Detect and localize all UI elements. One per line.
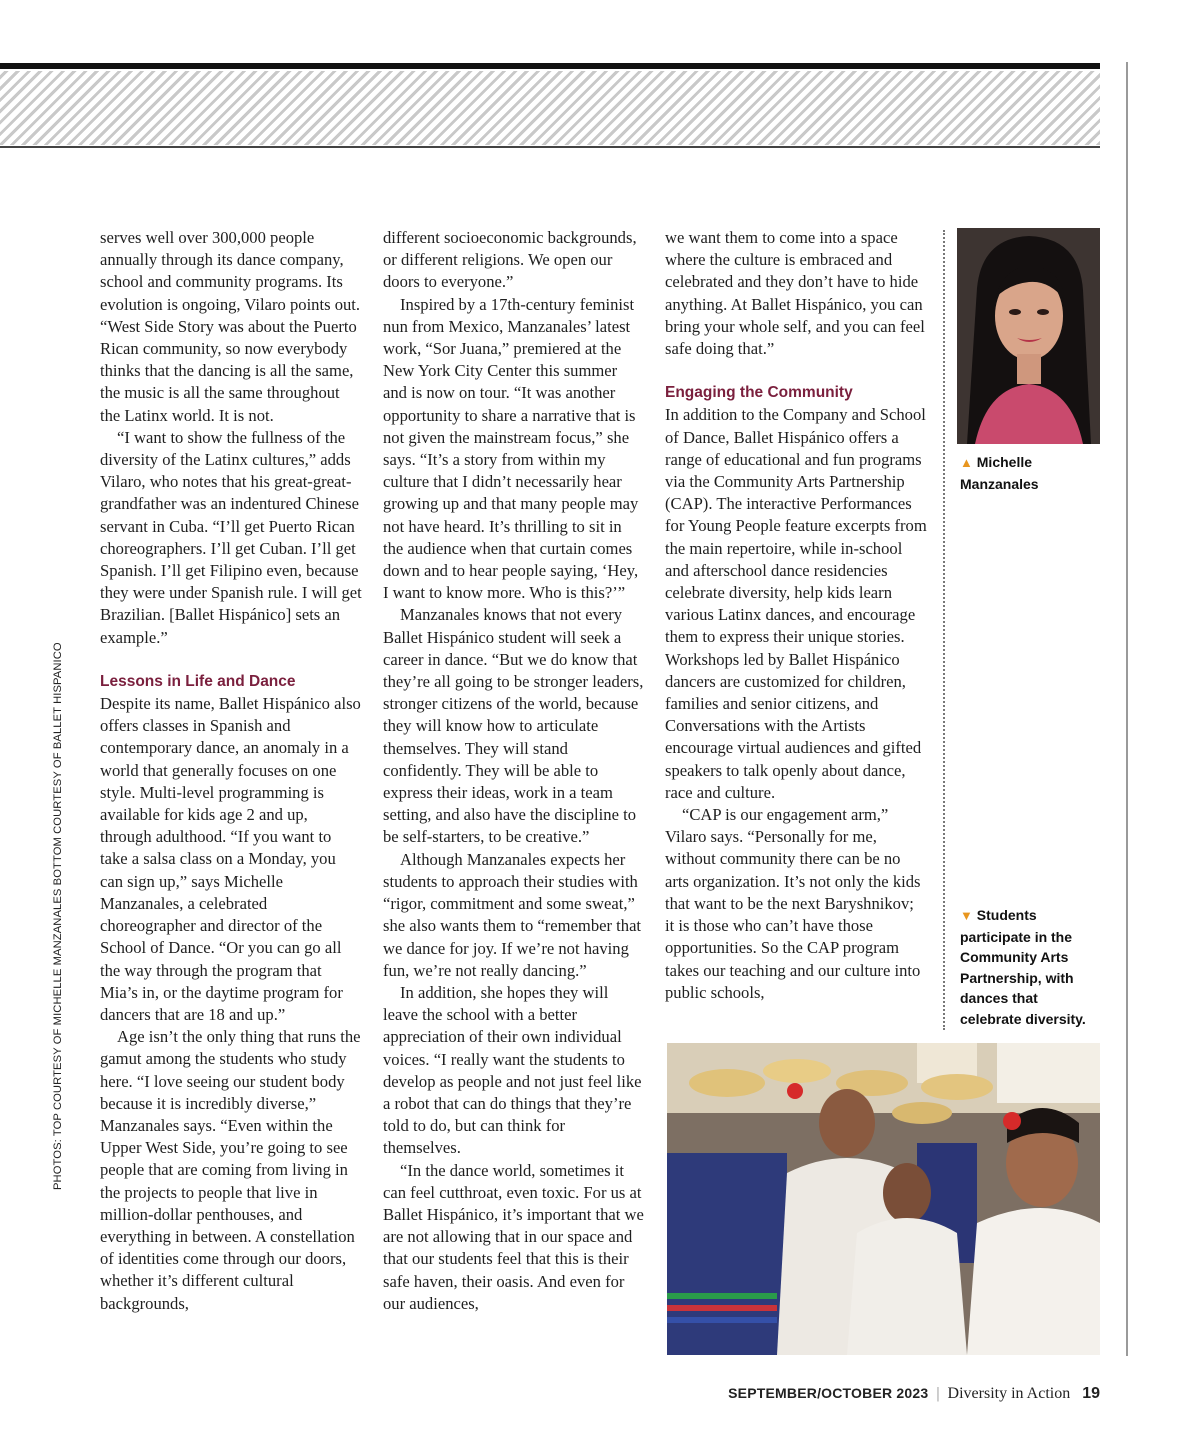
paragraph: “CAP is our engagement arm,” Vilaro says. “Personally for me, without community there can be no arts organization. It’s not only the kids that want to be the next Baryshnikov; it is those who can’t have those opportunities. So the CAP program takes our teaching and our culture into public schools, [665, 805, 921, 1002]
publication-name: Diversity in Action [947, 1385, 1071, 1402]
page-number: 19 [1082, 1385, 1100, 1402]
section-heading: Lessons in Life and Dance [100, 672, 296, 690]
caption-text: Students participate in the Community Arts Partnership, with dances that celebrate diversity. [960, 907, 1086, 1027]
triangle-down-icon: ▼ [960, 908, 973, 923]
paragraph: In addition, she hopes they will leave the school with a better appreciation of their own individual voices. “I really want the students to develop as people and not just feel like a robot that can do things that they’re told to do, but can think for themselves. [383, 982, 642, 1158]
paragraph: Inspired by a 17th-century feminist nun from Mexico, Manzanales’ latest work, “Sor Juana,” premiered at the New York City Center this summer and is now on tour. “It was another opportunity to share a narrative that is not given the mainstream focus,” she says. “It’s a story from within my culture that I didn’t necessarily hear growing up and that many people may not have heard. It’s thrilling to sit in the audience when that curtain comes down and to hear people saying, ‘Hey, I want to know more. Who is this?’” [383, 294, 639, 603]
right-margin-rule [1126, 62, 1128, 1356]
portrait-illustration [957, 228, 1100, 444]
students-illustration [667, 1043, 1100, 1355]
group-photo-caption [960, 905, 1100, 1029]
paragraph: Manzanales knows that not every Ballet Hispánico student will seek a career in dance. “But we do know that they’re all going to be stronger leaders, stronger citizens of the world, because they will know how to articulate themselves. They will stand confidently. They will be able to express their ideas, work in a team setting, and also have the discipline to be self-starters, to be creative.” [383, 605, 644, 847]
header-bottom-rule [0, 146, 1100, 148]
photo-credit: PHOTOS: TOP COURTESY OF MICHELLE MANZANALES BOTTOM COURTESY OF BALLET HISPANICO [52, 642, 64, 1190]
column-dotted-divider [943, 230, 945, 1030]
paragraph: In addition to the Company and School of Dance, Ballet Hispánico offers a range of educational and fun programs via the Community Arts Partnership (CAP). The interactive Performances for Young People feature excerpts from the main repertoire, while in-school and afterschool dance residencies celebrate diversity, help kids learn various Latinx dances, and encourage them to express their unique stories. Workshops led by Ballet Hispánico dancers are customized for children, families and senior citizens, and Conversations with the Artists encourage virtual audiences and gifted speakers to talk openly about dance, race and culture. [665, 405, 927, 802]
triangle-up-icon: ▲ [960, 455, 973, 470]
header-rule [0, 63, 1100, 69]
portrait-photo-michelle-manzanales [957, 228, 1100, 444]
article-column-2 [383, 227, 645, 1315]
section-heading: Engaging the Community [665, 384, 853, 402]
footer-separator: | [936, 1385, 940, 1402]
article-column-1 [100, 227, 362, 1315]
paragraph: Age isn’t the only thing that runs the gamut among the students who study here. “I love seeing our student body because it is incredibly diverse,” Manzanales says. “Even within the Upper West Side, you’re going to see people that are coming from living in the projects to people that live in million-dollar penthouses, and everything in between. A constellation of identities come through our doors, whether it’s different cultural backgrounds, [100, 1027, 361, 1313]
paragraph: Despite its name, Ballet Hispánico also offers classes in Spanish and contemporary dance, an anomaly in a world that generally focuses on one style. Multi-level programming is available for kids age 2 and up, through adulthood. “If you want to take a salsa class on a Monday, you can sign up,” says Michelle Manzanales, a celebrated choreographer and director of the School of Dance. “Or you can go all the way through the program that Mia’s in, or the daytime program for dancers that are 18 and up.” [100, 694, 361, 1024]
article-column-3 [665, 227, 927, 1004]
students-photo [667, 1043, 1100, 1355]
issue-date: SEPTEMBER/OCTOBER 2023 [728, 1385, 929, 1401]
paragraph: serves well over 300,000 people annually through its dance company, school and community programs. Its evolution is ongoing, Vilaro points out. “West Side Story was about the Puerto Rican community, so now everybody thinks that the dancing is all the same, the music is all the same throughout the Latinx world. It is not. [100, 228, 361, 425]
paragraph: Although Manzanales expects her students to approach their studies with “rigor, commitment and some sweat,” she also wants them to “remember that we dance for joy. If we’re not having fun, we’re not really dancing.” [383, 849, 642, 980]
paragraph: “In the dance world, sometimes it can feel cutthroat, even toxic. For us at Ballet Hispánico, it’s important that we are not allowing that in our space and that our students feel that this is their safe haven, their oasis. And even for our audiences, [383, 1160, 644, 1313]
paragraph: different socioeconomic backgrounds, or different religions. We open our doors to everyone.” [383, 228, 637, 292]
caption-text: Michelle Manzanales [960, 454, 1039, 492]
paragraph: “I want to show the fullness of the diversity of the Latinx cultures,” adds Vilaro, who notes that his great-great-grandfather was an indentured Chinese servant in Cuba. “I’ll get Puerto Rican choreographers. I’ll get Cuban. I’ll get Spanish. I’ll get Filipino even, because they were under Spanish rule. I will get Brazilian. [Ballet Hispánico] sets an example.” [100, 427, 362, 647]
paragraph: we want them to come into a space where the culture is embraced and celebrated and they don’t have to hide anything. At Ballet Hispánico, you can bring your whole self, and you can feel safe doing that.” [665, 228, 925, 359]
page-footer-line [0, 1385, 1100, 1403]
header-hatch-band [0, 71, 1100, 145]
portrait-caption [960, 452, 1100, 494]
